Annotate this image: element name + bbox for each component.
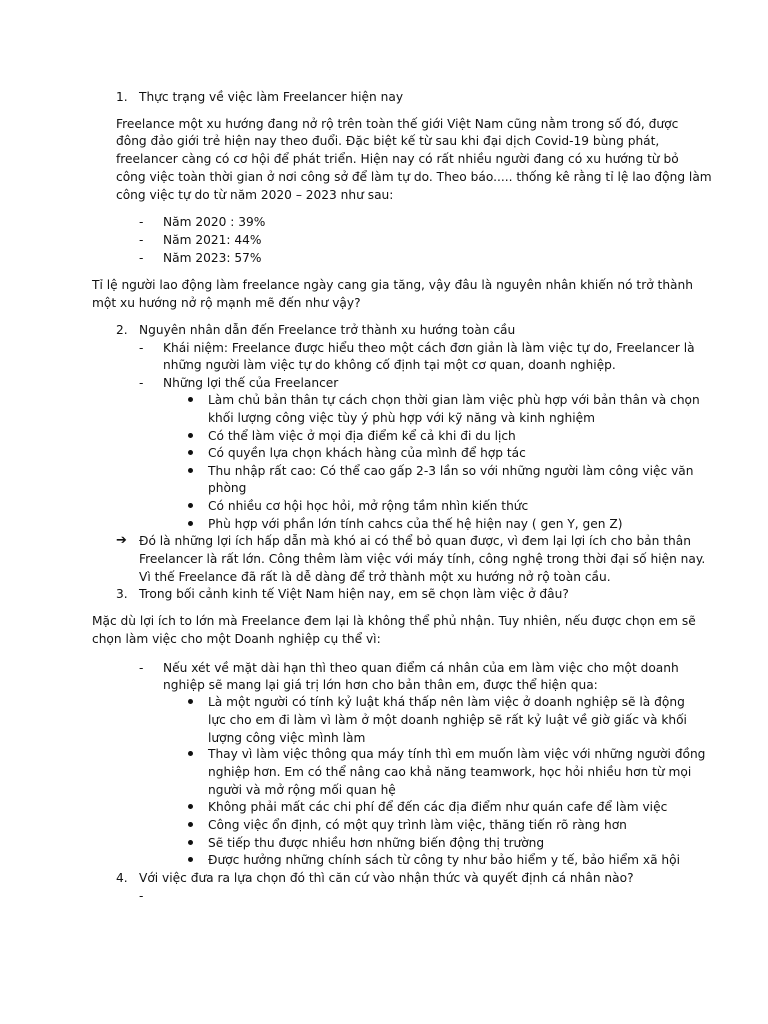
bullet-dot (188, 699, 193, 704)
section-4-number: 4. (116, 871, 128, 885)
bullet-dot (188, 804, 193, 809)
question-line: một xu hướng nở rộ mạnh mẽ đến như vậy? (92, 296, 361, 310)
advantage-item: Thu nhập rất cao: Có thể cao gấp 2-3 lần so với những người làm công việc văn (208, 464, 694, 478)
dash-marker: - (139, 215, 144, 229)
section-1-number: 1. (116, 90, 128, 104)
section-2-number: 2. (116, 323, 128, 337)
advantage-item: phòng (208, 481, 247, 495)
bullet-dot (188, 840, 193, 845)
section-1-heading: Thực trạng về việc làm Freelancer hiện nay (139, 90, 404, 104)
point-item: Không phải mất các chi phí để đến các địa điểm như quán cafe để làm việc (208, 800, 668, 814)
point-item: Là một người có tính kỷ luật khá thấp nên làm việc ở doanh nghiệp sẽ là động (208, 695, 685, 709)
advantage-item: Có nhiều cơ hội học hỏi, mở rộng tầm nhìn kiến thức (208, 499, 529, 513)
section-3-heading: Trong bối cảnh kinh tế Việt Nam hiện nay, em sẽ chọn làm việc ở đâu? (139, 587, 569, 601)
point-item: lực cho em đi làm vì làm ở một doanh nghiệp sẽ rất kỷ luật về giờ giấc và khối (208, 713, 687, 727)
bullet-dot (188, 857, 193, 862)
dash-marker: - (139, 251, 144, 265)
bullet-dot (188, 822, 193, 827)
dash-marker: - (139, 233, 144, 247)
dash-marker: - (139, 889, 144, 903)
stat-item: Năm 2021: 44% (163, 233, 262, 247)
stat-item: Năm 2020 : 39% (163, 215, 266, 229)
dash-marker: - (139, 341, 144, 355)
point-item: người và mở rộng mối quan hệ (208, 783, 396, 797)
point-item: Được hưởng những chính sách từ công ty như bảo hiểm y tế, bảo hiểm xã hội (208, 853, 680, 867)
bullet-dot (188, 450, 193, 455)
concept-line: Khái niệm: Freelance được hiểu theo một cách đơn giản là làm việc tự do, Freelancer là (163, 341, 695, 355)
concept-line: những người làm việc tự do không cố định tại một cơ quan, doanh nghiệp. (163, 358, 616, 372)
conclusion-line: Vì thế Freelance đã rất là dễ dàng để trở thành một xu hướng nở rộ toàn cầu. (139, 570, 611, 584)
bullet-dot (188, 468, 193, 473)
section-1-para-line: công việc toàn thời gian ở nơi công sở để làm tự do. Theo báo..... thống kê rằng tỉ lệ lao động làm (116, 170, 712, 184)
intro-line: chọn làm việc cho một Doanh nghiệp cụ thể vì: (92, 632, 381, 646)
advantage-item: Có thể làm việc ở mọi địa điểm kể cả khi đi du lịch (208, 429, 516, 443)
point-item: Công việc ổn định, có một quy trình làm việc, thăng tiến rõ ràng hơn (208, 818, 627, 832)
section-4-heading: Với việc đưa ra lựa chọn đó thì căn cứ vào nhận thức và quyết định cá nhân nào? (139, 871, 634, 885)
stat-item: Năm 2023: 57% (163, 251, 262, 265)
advantage-item: Làm chủ bản thân tự cách chọn thời gian làm việc phù hợp với bản thân và chọn (208, 393, 700, 407)
point-item: lượng công việc mình làm (208, 731, 366, 745)
reason-line: Nếu xét về mặt dài hạn thì theo quan điểm cá nhân của em làm việc cho một doanh (163, 661, 679, 675)
section-2-heading: Nguyên nhân dẫn đến Freelance trở thành xu hướng toàn cầu (139, 323, 516, 337)
section-1-para-line: freelancer càng có cơ hội để phát triển. Hiện nay có rất nhiều người đang có xu hướng từ bỏ (116, 152, 679, 166)
bullet-dot (188, 397, 193, 402)
bullet-dot (188, 751, 193, 756)
section-1-para-line: công việc tự do từ năm 2020 – 2023 như sau: (116, 188, 394, 202)
point-item: nghiệp hơn. Em có thể nâng cao khả năng teamwork, học hỏi nhiều hơn từ mọi (208, 765, 692, 779)
section-3-number: 3. (116, 587, 128, 601)
point-item: Sẽ tiếp thu được nhiều hơn những biến động thị trường (208, 836, 545, 850)
arrow-icon: ➔ (116, 533, 127, 548)
dash-marker: - (139, 661, 144, 675)
conclusion-line: Freelancer là rất lớn. Công thêm làm việc với máy tính, công nghệ trong thời đại số hiện nay. (139, 552, 706, 566)
intro-line: Mặc dù lợi ích to lớn mà Freelance đem lại là không thể phủ nhận. Tuy nhiên, nếu được chọn em sẽ (92, 614, 696, 628)
point-item: Thay vì làm việc thông qua máy tính thì em muốn làm việc với những người đồng (208, 747, 706, 761)
section-1-para-line: Freelance một xu hướng đang nở rộ trên toàn thế giới Việt Nam cũng nằm trong số đó, được (116, 117, 679, 131)
bullet-dot (188, 521, 193, 526)
advantage-item: khối lượng công việc tùy ý phù hợp với kỹ năng và kinh nghiệm (208, 411, 595, 425)
advantages-label: Những lợi thế của Freelancer (163, 376, 339, 390)
question-line: Tỉ lệ người lao động làm freelance ngày cang gia tăng, vậy đâu là nguyên nhân khiến nó trở thành (92, 278, 693, 292)
conclusion-line: Đó là những lợi ích hấp dẫn mà khó ai có thể bỏ quan được, vì đem lại lợi ích cho bản thân (139, 534, 691, 548)
reason-line: nghiệp sẽ mang lại giá trị lớn hơn cho bản thân em, được thể hiện qua: (163, 678, 598, 692)
section-1-para-line: đông đảo giới trẻ hiện nay theo đuổi. Đặc biệt kế từ sau khi đại dịch Covid-19 bùng phát, (116, 134, 660, 148)
advantage-item: Có quyền lựa chọn khách hàng của mình để hợp tác (208, 446, 526, 460)
dash-marker: - (139, 376, 144, 390)
bullet-dot (188, 433, 193, 438)
advantage-item: Phù hợp với phần lớn tính cahcs của thế hệ hiện nay ( gen Y, gen Z) (208, 517, 623, 531)
bullet-dot (188, 503, 193, 508)
